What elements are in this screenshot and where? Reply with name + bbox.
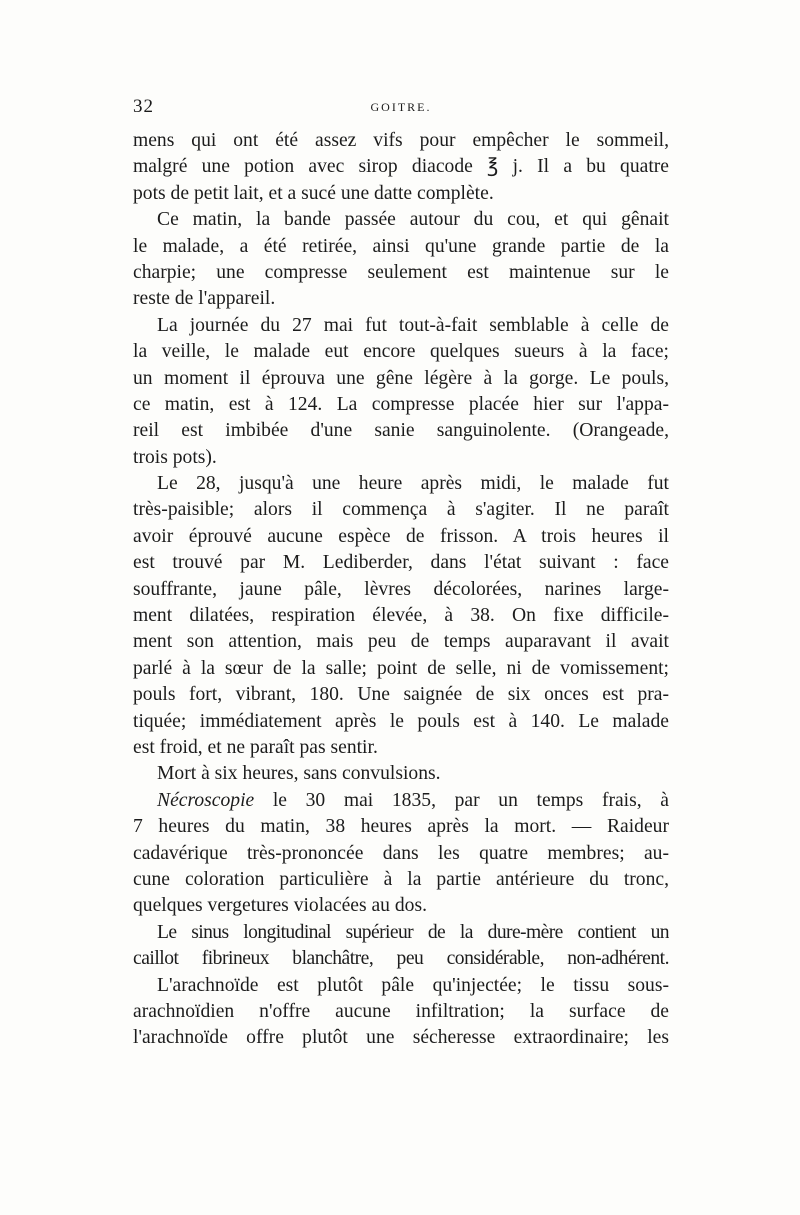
text-line: ce matin, est à 124. La compresse placée hier sur l'appa- xyxy=(133,393,669,415)
text-line: avoir éprouvé aucune espèce de frisson. A trois heures il xyxy=(133,525,669,547)
text-line-necroscopie: Nécroscopie le 30 mai 1835, par un temps frais, à xyxy=(157,789,669,811)
text-line: L'arachnoïde est plutôt pâle qu'injectée; le tissu sous- xyxy=(157,974,669,996)
text-line: quelques vergetures violacées au dos. xyxy=(133,895,427,917)
text-line: arachnoïdien n'offre aucune infiltration; la surface de xyxy=(133,1000,669,1022)
text-line: très-paisible; alors il commença à s'agiter. Il ne paraît xyxy=(133,499,669,521)
text-line: parlé à la sœur de la salle; point de selle, ni de vomissement; xyxy=(133,657,669,679)
page-number: 32 xyxy=(133,96,154,117)
text-line: 7 heures du matin, 38 heures après la mort. — Raideur xyxy=(133,816,669,838)
text-line: le malade, a été retirée, ainsi qu'une grande partie de la xyxy=(133,235,669,257)
text-line: malgré une potion avec sirop diacode ℥ j. Il a bu quatre xyxy=(133,156,669,178)
text-line: charpie; une compresse seulement est maintenue sur le xyxy=(133,261,669,283)
text-line: caillot fibrineux blanchâtre, peu considérable, non-adhérent. xyxy=(133,948,669,970)
text-line: cadavérique très-prononcée dans les quatre membres; au- xyxy=(133,842,669,864)
text-line: est froid, et ne paraît pas sentir. xyxy=(133,736,378,758)
text-line: souffrante, jaune pâle, lèvres décolorées, narines large- xyxy=(133,578,669,600)
text-line: La journée du 27 mai fut tout-à-fait semblable à celle de xyxy=(157,314,669,336)
running-title: GOITRE. xyxy=(370,100,432,114)
text-line: l'arachnoïde offre plutôt une sécheresse extraordinaire; les xyxy=(133,1027,669,1049)
text-line: ment son attention, mais peu de temps auparavant il avait xyxy=(133,631,669,653)
text-line: mens qui ont été assez vifs pour empêcher le sommeil, xyxy=(133,130,669,151)
text-line: trois pots). xyxy=(133,446,217,468)
text-line: pouls fort, vibrant, 180. Une saignée de six onces est pra- xyxy=(133,684,669,706)
text-line: tiquée; immédiatement après le pouls est à 140. Le malade xyxy=(133,710,669,732)
text-line: la veille, le malade eut encore quelques sueurs à la face; xyxy=(133,341,669,363)
running-head xyxy=(133,96,669,120)
text-line: est trouvé par M. Lediberder, dans l'état suivant : face xyxy=(133,552,669,574)
text-line: Le 28, jusqu'à une heure après midi, le malade fut xyxy=(157,473,669,495)
necroscopie-term: Nécroscopie xyxy=(157,789,255,811)
text-line: Mort à six heures, sans convulsions. xyxy=(157,763,441,785)
text-line: Le sinus longitudinal supérieur de la dure-mère contient un xyxy=(157,921,669,943)
text-line: un moment il éprouva une gêne légère à la gorge. Le pouls, xyxy=(133,367,669,389)
text-line: cune coloration particulière à la partie antérieure du tronc, xyxy=(133,868,669,890)
text-line: pots de petit lait, et a sucé une datte complète. xyxy=(133,182,494,204)
text-line: ment dilatées, respiration élevée, à 38. On fixe difficile- xyxy=(133,605,669,627)
text-line: reil est imbibée d'une sanie sanguinolente. (Orangeade, xyxy=(133,420,669,442)
body-text xyxy=(133,128,669,1052)
text-line: reste de l'appareil. xyxy=(133,288,276,310)
text-line: Ce matin, la bande passée autour du cou, et qui gênait xyxy=(157,209,669,231)
